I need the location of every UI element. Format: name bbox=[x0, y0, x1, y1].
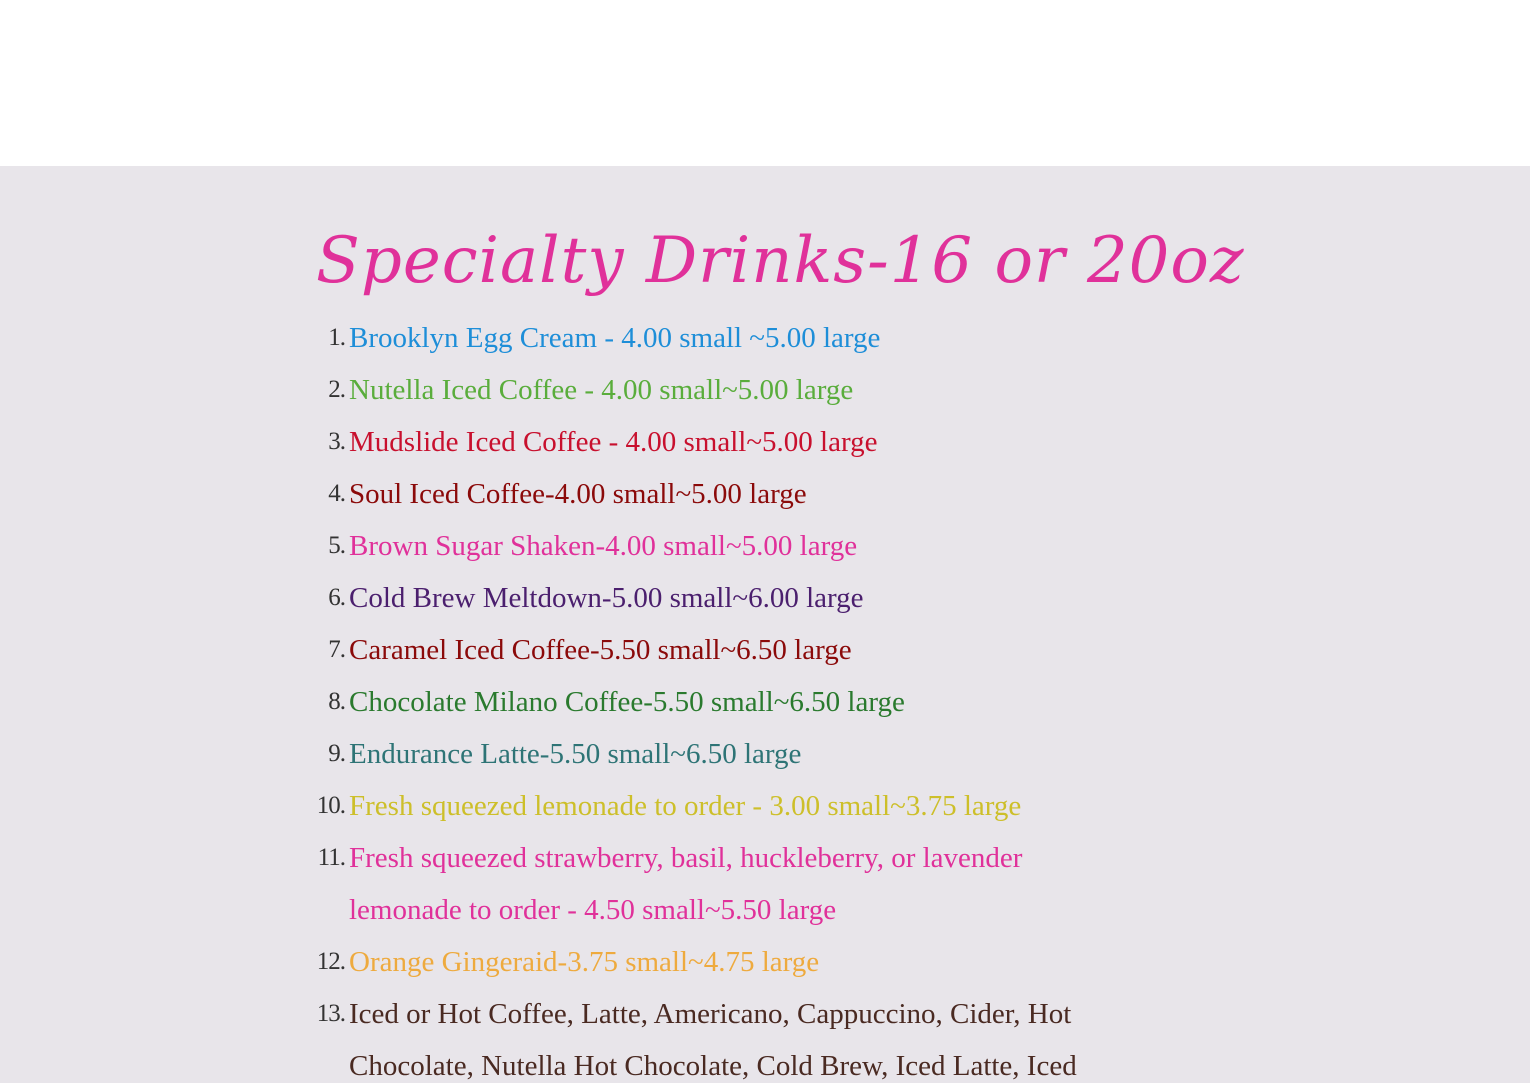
list-item bbox=[0, 312, 1200, 364]
item-text: Orange Gingeraid-3.75 small~4.75 large bbox=[349, 946, 820, 978]
list-item bbox=[0, 676, 1200, 728]
item-text: Endurance Latte-5.50 small~6.50 large bbox=[349, 738, 802, 770]
item-text: Cold Brew Meltdown-5.00 small~6.00 large bbox=[349, 582, 864, 614]
list-item bbox=[0, 624, 1200, 676]
list-item bbox=[0, 416, 1200, 468]
item-number: 5. bbox=[328, 532, 345, 559]
list-item bbox=[0, 780, 1200, 832]
list-item bbox=[0, 468, 1200, 520]
item-number: 10. bbox=[316, 792, 345, 819]
item-number: 2. bbox=[328, 376, 345, 403]
list-item bbox=[0, 832, 1200, 936]
list-item bbox=[0, 572, 1200, 624]
menu-section bbox=[0, 166, 1530, 1083]
item-text: Mudslide Iced Coffee - 4.00 small~5.00 large bbox=[349, 426, 878, 458]
item-text: Caramel Iced Coffee-5.50 small~6.50 large bbox=[349, 634, 852, 666]
item-text: Brown Sugar Shaken-4.00 small~5.00 large bbox=[349, 530, 858, 562]
item-text: Fresh squeezed strawberry, basil, huckleberry, or lavender lemonade to order - 4.50 small~5.50 large bbox=[349, 842, 1023, 926]
item-number: 8. bbox=[328, 688, 345, 715]
item-number: 1. bbox=[328, 324, 345, 351]
item-text: Soul Iced Coffee-4.00 small~5.00 large bbox=[349, 478, 807, 510]
item-number: 12. bbox=[316, 948, 345, 975]
header-area bbox=[0, 0, 1530, 166]
item-number: 7. bbox=[328, 636, 345, 663]
item-text: Fresh squeezed lemonade to order - 3.00 small~3.75 large bbox=[349, 790, 1022, 822]
section-title: Specialty Drinks-16 or 20oz bbox=[316, 224, 1245, 298]
item-text: Chocolate Milano Coffee-5.50 small~6.50 large bbox=[349, 686, 905, 718]
drinks-list bbox=[0, 312, 1200, 1083]
item-text: Brooklyn Egg Cream - 4.00 small ~5.00 large bbox=[349, 322, 881, 354]
item-number: 11. bbox=[317, 844, 345, 871]
list-item bbox=[0, 364, 1200, 416]
list-item bbox=[0, 728, 1200, 780]
list-item bbox=[0, 988, 1200, 1083]
list-item bbox=[0, 936, 1200, 988]
item-number: 6. bbox=[328, 584, 345, 611]
item-number: 13. bbox=[316, 1000, 345, 1027]
item-number: 3. bbox=[328, 428, 345, 455]
item-text: Iced or Hot Coffee, Latte, Americano, Cappuccino, Cider, Hot Chocolate, Nutella Hot Chocolate, Cold Brew, Iced Latte, Iced bbox=[349, 998, 1077, 1082]
item-number: 9. bbox=[328, 740, 345, 767]
item-text: Nutella Iced Coffee - 4.00 small~5.00 large bbox=[349, 374, 854, 406]
item-number: 4. bbox=[328, 480, 345, 507]
list-item bbox=[0, 520, 1200, 572]
